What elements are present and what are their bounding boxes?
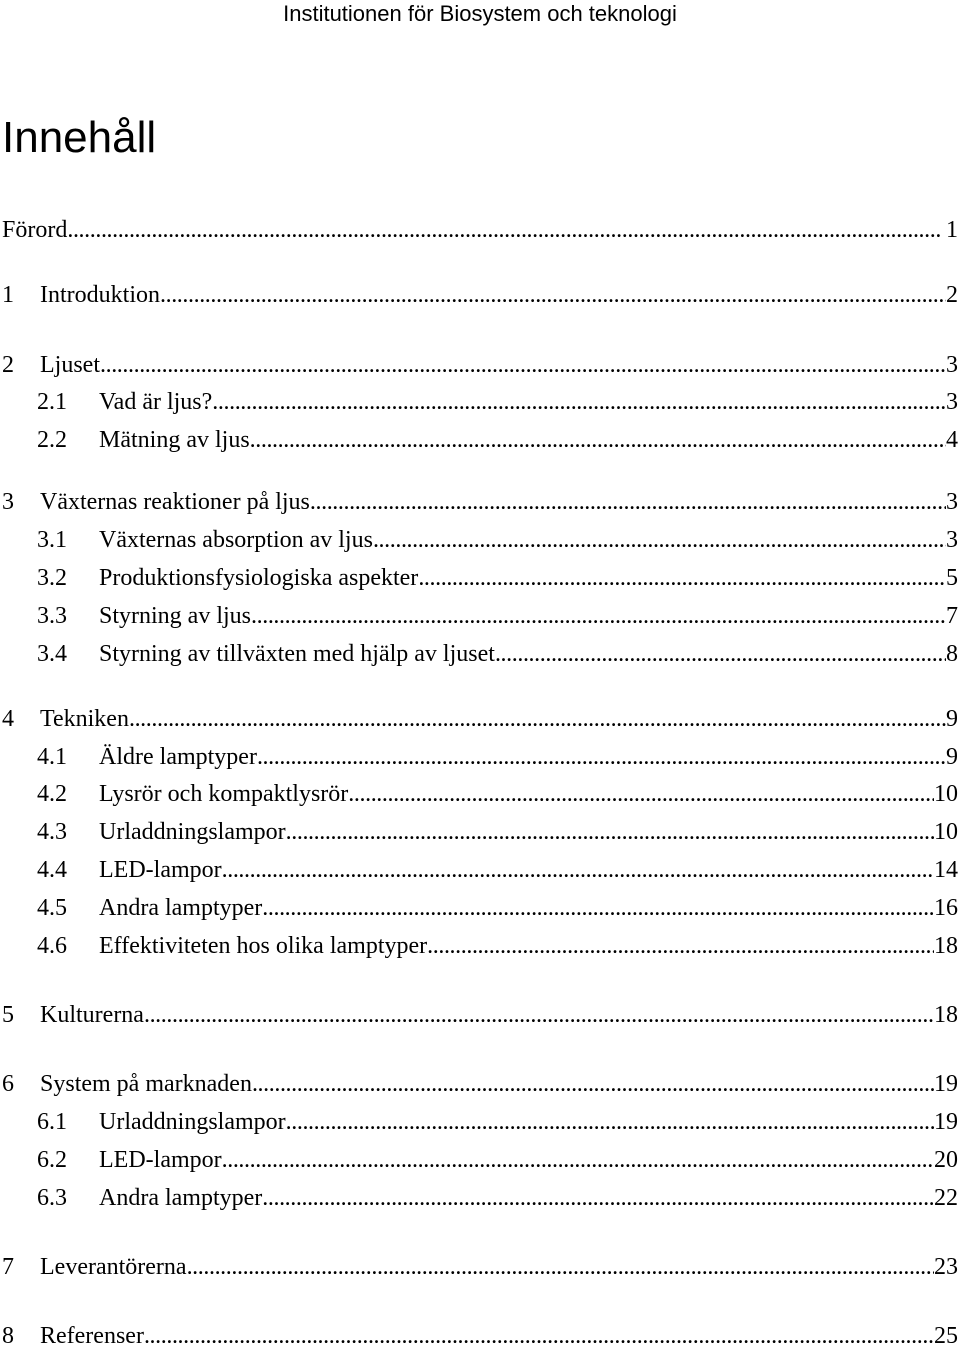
toc-entry-number: 3.1 [37, 527, 67, 553]
toc-entry-number: 3.3 [37, 603, 67, 629]
toc-entry[interactable] [0, 424, 960, 456]
toc-entry[interactable] [0, 214, 960, 246]
toc-entry-number: 8 [2, 1323, 14, 1349]
toc-entry[interactable] [0, 1106, 960, 1138]
toc-entry-title: Styrning av ljus [99, 603, 252, 629]
toc-entry-title: Växternas reaktioner på ljus [40, 489, 310, 515]
toc-dot-leader [286, 816, 934, 848]
toc-entry-title: Urladdningslampor [99, 1109, 286, 1135]
toc-dot-leader [286, 1106, 934, 1138]
toc-entry[interactable] [0, 930, 960, 962]
toc-dot-leader [252, 1068, 934, 1100]
toc-entry-title: Introduktion [40, 282, 160, 308]
toc-entry-page: 18 [934, 933, 958, 959]
page-title: Innehåll [2, 113, 157, 162]
toc-entry-page: 3 [946, 352, 958, 378]
toc-dot-leader [262, 892, 934, 924]
toc-entry-number: 6.1 [37, 1109, 67, 1135]
toc-entry[interactable] [0, 778, 960, 810]
toc-entry-number: 4.6 [37, 933, 67, 959]
toc-dot-leader [257, 741, 946, 773]
toc-dot-leader [144, 999, 934, 1031]
toc-dot-leader [129, 703, 946, 735]
toc-entry-number: 2 [2, 352, 14, 378]
toc-entry-title: LED-lampor [99, 857, 222, 883]
toc-entry-page: 4 [946, 427, 958, 453]
toc-entry-page: 20 [934, 1147, 958, 1173]
toc-entry-number: 3.4 [37, 641, 67, 667]
toc-dot-leader [495, 638, 946, 670]
toc-entry-page: 10 [934, 819, 958, 845]
toc-entry-title: Styrning av tillväxten med hjälp av ljuset [99, 641, 495, 667]
toc-entry-number: 2.2 [37, 427, 67, 453]
toc-dot-leader [251, 600, 946, 632]
toc-entry-number: 4.1 [37, 744, 67, 770]
toc-entry-number: 3.2 [37, 565, 67, 591]
toc-dot-leader [160, 279, 946, 311]
toc-entry-page: 23 [934, 1254, 958, 1280]
toc-dot-leader [250, 424, 946, 456]
toc-entry-number: 4 [2, 706, 14, 732]
toc-entry-title: Andra lamptyper [99, 1185, 263, 1211]
toc-entry-page: 16 [934, 895, 958, 921]
toc-entry[interactable] [0, 1144, 960, 1176]
toc-dot-leader [67, 214, 946, 246]
toc-entry-title: Leverantörerna [40, 1254, 187, 1280]
toc-entry-title: Urladdningslampor [99, 819, 286, 845]
toc-entry-page: 2 [946, 282, 958, 308]
toc-dot-leader [348, 778, 934, 810]
toc-entry[interactable] [0, 638, 960, 670]
toc-entry[interactable] [0, 854, 960, 886]
toc-entry-title: Äldre lamptyper [99, 744, 257, 770]
toc-entry-page: 18 [934, 1002, 958, 1028]
toc-entry[interactable] [0, 1068, 960, 1100]
toc-entry-title: Ljuset [40, 352, 100, 378]
toc-entry-page: 22 [934, 1185, 958, 1211]
toc-entry-title: Vad är ljus? [99, 389, 213, 415]
toc-entry[interactable] [0, 349, 960, 381]
toc-entry[interactable] [0, 999, 960, 1031]
toc-entry-title: Kulturerna [40, 1002, 144, 1028]
toc-dot-leader [144, 1320, 934, 1352]
toc-entry-number: 1 [2, 282, 14, 308]
toc-entry-number: 4.3 [37, 819, 67, 845]
toc-entry[interactable] [0, 279, 960, 311]
toc-entry-title: Andra lamptyper [99, 895, 263, 921]
toc-entry-title: Produktionsfysiologiska aspekter [99, 565, 419, 591]
toc-entry[interactable] [0, 1251, 960, 1283]
toc-entry-title: Växternas absorption av ljus [99, 527, 373, 553]
toc-entry[interactable] [0, 386, 960, 418]
toc-entry[interactable] [0, 741, 960, 773]
toc-entry[interactable] [0, 1182, 960, 1214]
toc-dot-leader [100, 349, 946, 381]
toc-entry-page: 3 [946, 527, 958, 553]
toc-entry-title: Effektiviteten hos olika lamptyper [99, 933, 428, 959]
toc-entry-number: 2.1 [37, 389, 67, 415]
toc-entry[interactable] [0, 1320, 960, 1352]
toc-dot-leader [262, 1182, 934, 1214]
toc-entry-number: 6.2 [37, 1147, 67, 1173]
toc-entry[interactable] [0, 892, 960, 924]
toc-dot-leader [310, 486, 946, 518]
toc-dot-leader [187, 1251, 934, 1283]
toc-entry[interactable] [0, 524, 960, 556]
toc-entry[interactable] [0, 703, 960, 735]
toc-entry-number: 4.4 [37, 857, 67, 883]
toc-entry-number: 6 [2, 1071, 14, 1097]
toc-entry-page: 8 [946, 641, 958, 667]
toc-entry[interactable] [0, 486, 960, 518]
toc-entry[interactable] [0, 562, 960, 594]
toc-entry-page: 3 [946, 389, 958, 415]
toc-entry[interactable] [0, 600, 960, 632]
toc-entry-number: 4.2 [37, 781, 67, 807]
toc-entry-title: Tekniken [40, 706, 129, 732]
toc-entry-number: 6.3 [37, 1185, 67, 1211]
toc-entry-page: 3 [946, 489, 958, 515]
toc-entry-title: Mätning av ljus [99, 427, 250, 453]
toc-dot-leader [222, 1144, 934, 1176]
toc-entry-page: 10 [934, 781, 958, 807]
toc-entry-page: 5 [946, 565, 958, 591]
toc-entry[interactable] [0, 816, 960, 848]
toc-entry-number: 4.5 [37, 895, 67, 921]
toc-entry-page: 1 [946, 217, 958, 243]
toc-entry-page: 7 [946, 603, 958, 629]
toc-entry-number: 3 [2, 489, 14, 515]
toc-entry-title: System på marknaden [40, 1071, 252, 1097]
toc-entry-title: Förord [2, 217, 68, 243]
toc-dot-leader [212, 386, 946, 418]
toc-dot-leader [427, 930, 934, 962]
toc-entry-title: Lysrör och kompaktlysrör [99, 781, 349, 807]
toc-dot-leader [222, 854, 934, 886]
toc-entry-title: LED-lampor [99, 1147, 222, 1173]
institution-name: Institutionen för Biosystem och teknologi [283, 1, 677, 26]
toc-entry-page: 9 [946, 744, 958, 770]
toc-entry-page: 9 [946, 706, 958, 732]
toc-entry-title: Referenser [40, 1323, 144, 1349]
toc-entry-page: 19 [934, 1071, 958, 1097]
toc-entry-page: 25 [934, 1323, 958, 1349]
toc-entry-number: 7 [2, 1254, 14, 1280]
toc-entry-page: 14 [934, 857, 958, 883]
toc-entry-page: 19 [934, 1109, 958, 1135]
toc-dot-leader [418, 562, 946, 594]
toc-dot-leader [373, 524, 946, 556]
toc-entry-number: 5 [2, 1002, 14, 1028]
